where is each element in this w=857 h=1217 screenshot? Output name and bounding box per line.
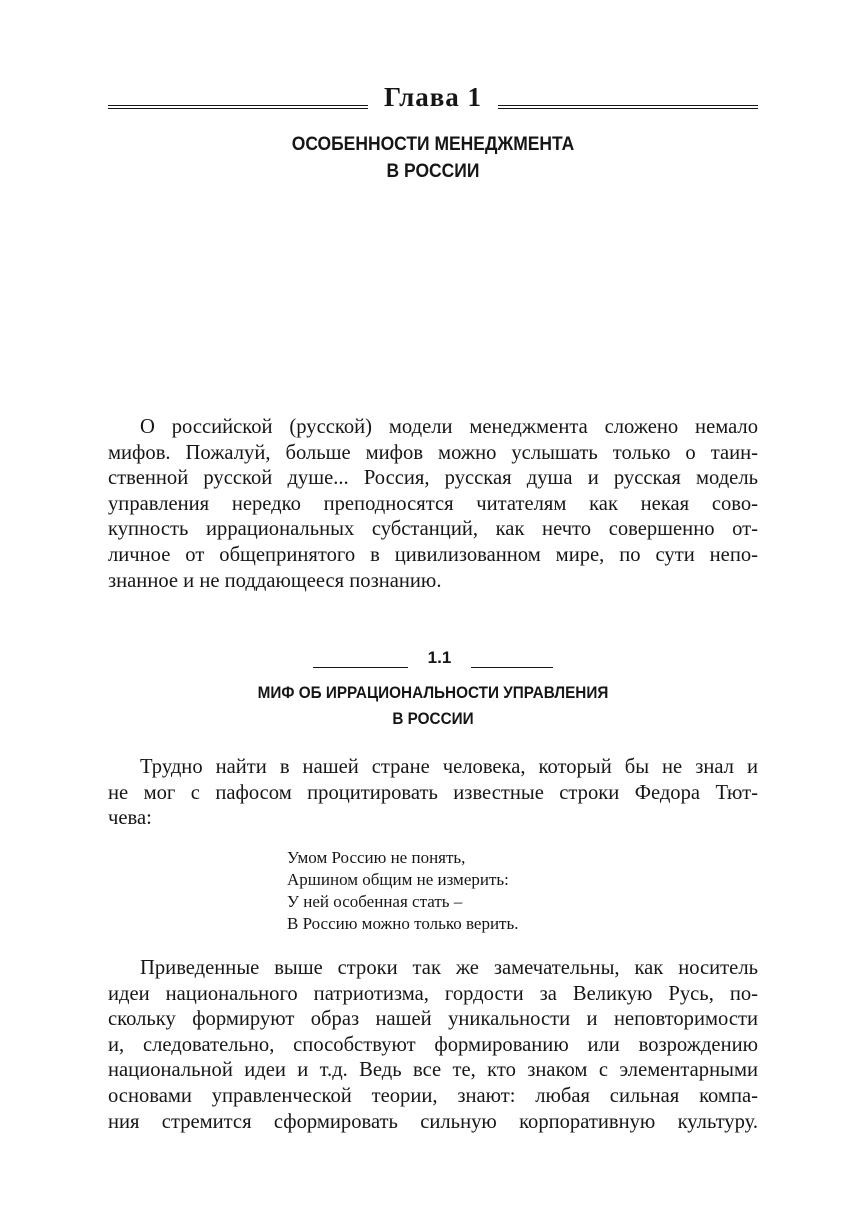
intro-line: личное от общепринятого в цивилизованном мире, по сути непо- [108, 543, 758, 566]
tyutchev-paragraph [108, 755, 758, 832]
paragraph-line: основами управленческой теории, знают: любая сильная компа- [108, 1084, 758, 1107]
section-number-header [108, 645, 758, 671]
poem-line: Умом Россию не понять, [287, 848, 466, 867]
intro-line: знанное и не поддающееся познанию. [108, 569, 442, 592]
chapter-title-line: В РОССИИ [386, 161, 480, 182]
poem-line: В Россию можно только верить. [287, 914, 519, 933]
section-title-line: В РОССИИ [392, 709, 474, 728]
intro-paragraph [108, 415, 758, 594]
intro-line: управления нередко преподносятся читателям как некая сово- [108, 492, 758, 515]
section-rule-left [313, 667, 408, 668]
section-rule-right [471, 667, 553, 668]
chapter-rule-left [108, 105, 368, 109]
intro-line: ственной русской душе... Россия, русская душа и русская модель [108, 467, 758, 490]
paragraph-line: ния стремится сформировать сильную корпоративную культуру. [108, 1110, 758, 1133]
chapter-header [108, 77, 758, 117]
intro-line: мифов. Пожалуй, больше мифов можно услышать только о таин- [108, 441, 758, 464]
poem-line: Аршином общим не измерить: [287, 870, 509, 889]
paragraph-line: Трудно найти в нашей стране человека, который бы не знал и [140, 756, 758, 778]
chapter-label: Глава 1 [383, 81, 483, 112]
paragraph-line: идеи национального патриотизма, гордости за Великую Русь, по- [108, 982, 758, 1005]
section-title-line: МИФ ОБ ИРРАЦИОНАЛЬНОСТИ УПРАВЛЕНИЯ [257, 683, 609, 702]
intro-line: О российской (русской) модели менеджмента сложено немало [140, 416, 758, 438]
section-number: 1.1 [427, 648, 452, 667]
chapter-title [134, 131, 732, 185]
paragraph-line: Приведенные выше строки так же замечательны, как носитель [140, 957, 758, 979]
poem-line: У ней особенная стать – [287, 892, 463, 911]
paragraph-line: национальной идеи и т.д. Ведь все те, кто знаком с элементарными [108, 1059, 758, 1082]
paragraph-line: чева: [108, 807, 152, 830]
poem-quote [287, 847, 518, 935]
paragraph-line: не мог с пафосом процитировать известные строки Федора Тют- [108, 781, 758, 804]
chapter-title-line: ОСОБЕННОСТИ МЕНЕДЖМЕНТА [291, 134, 575, 155]
section-title [141, 680, 726, 732]
chapter-rule-right [498, 105, 758, 109]
main-paragraph [108, 956, 758, 1135]
paragraph-line: и, следовательно, способствуют формированию или возрождению [108, 1033, 758, 1056]
paragraph-line: скольку формируют образ нашей уникальности и неповторимости [108, 1008, 758, 1031]
intro-line: купность иррациональных субстанций, как нечто совершенно от- [108, 518, 758, 541]
